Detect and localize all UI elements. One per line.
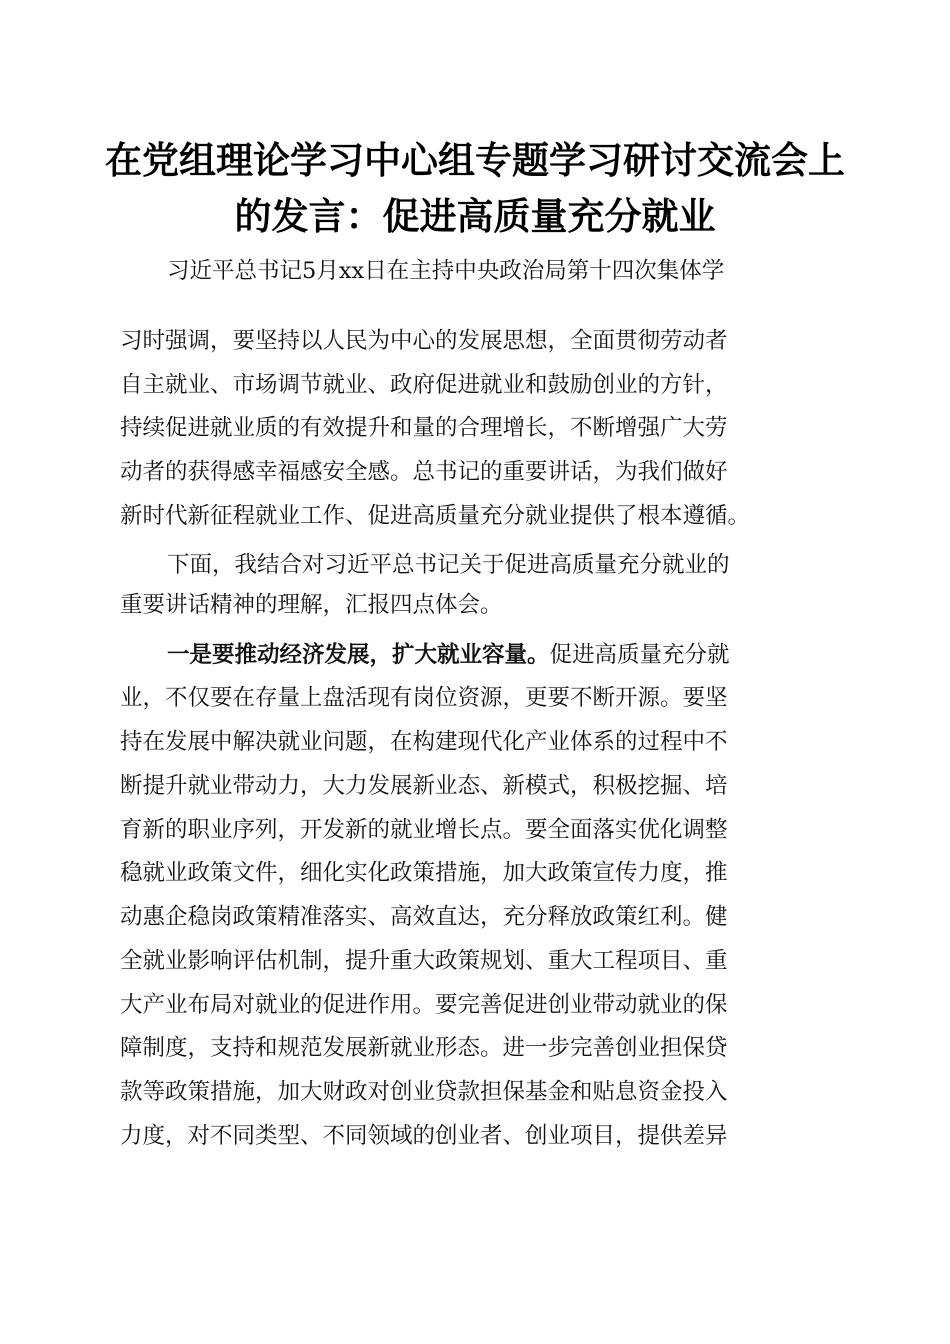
p3-line-3: 持在发展中解决就业问题，在构建现代化产业体系的过程中不 [120, 729, 728, 755]
p1-line-1: 习近平总书记5月xx日在主持中央政治局第十四次集体学 [167, 258, 725, 284]
p3-line-9: 大产业布局对就业的促进作用。要完善促进创业带动就业的保 [120, 992, 728, 1018]
p3-lead-heading: 一是要推动经济发展，扩大就业容量。 [167, 642, 550, 668]
p1-line-6: 新时代新征程就业工作、促进高质量充分就业提供了根本遵循。 [120, 503, 751, 529]
p3-line-7: 动惠企稳岗政策精准落实、高效直达，充分释放政策红利。健 [120, 904, 728, 930]
p2-line-2: 重要讲话精神的理解，汇报四点体会。 [120, 592, 503, 618]
p3-line-10: 障制度，支持和规范发展新就业形态。进一步完善创业担保贷 [120, 1035, 728, 1061]
p2-line-1: 下面，我结合对习近平总书记关于促进高质量充分就业的 [167, 552, 730, 578]
p3-line-1 [167, 635, 730, 675]
p3-first-rest: 促进高质量充分就 [549, 642, 730, 668]
p3-line-12: 力度，对不同类型、不同领域的创业者、创业项目，提供差异 [120, 1123, 728, 1149]
p1-line-5: 动者的获得感幸福感安全感。总书记的重要讲话，为我们做好 [120, 459, 728, 485]
p3-line-8: 全就业影响评估机制，提升重大政策规划、重大工程项目、重 [120, 948, 728, 974]
document-title [100, 132, 850, 244]
p3-line-4: 断提升就业带动力，大力发展新业态、新模式，积极挖掘、培 [120, 773, 728, 799]
p1-line-4: 持续促进就业质的有效提升和量的合理增长，不断增强广大劳 [120, 415, 728, 441]
p1-line-2: 习时强调，要坚持以人民为中心的发展思想，全面贯彻劳动者 [120, 328, 728, 354]
title-line-2: 的发言：促进高质量充分就业 [234, 194, 716, 238]
p3-line-2: 业，不仅要在存量上盘活现有岗位资源，更要不断开源。要坚 [120, 685, 728, 711]
p3-line-5: 育新的职业序列，开发新的就业增长点。要全面落实优化调整 [120, 817, 728, 843]
p1-line-3: 自主就业、市场调节就业、政府促进就业和鼓励创业的方针， [120, 372, 728, 398]
p3-line-6: 稳就业政策文件，细化实化政策措施，加大政策宣传力度，推 [120, 860, 728, 886]
title-line-1: 在党组理论学习中心组专题学习研讨交流会上 [105, 138, 845, 182]
p3-line-11: 款等政策措施，加大财政对创业贷款担保基金和贴息资金投入 [120, 1079, 728, 1105]
